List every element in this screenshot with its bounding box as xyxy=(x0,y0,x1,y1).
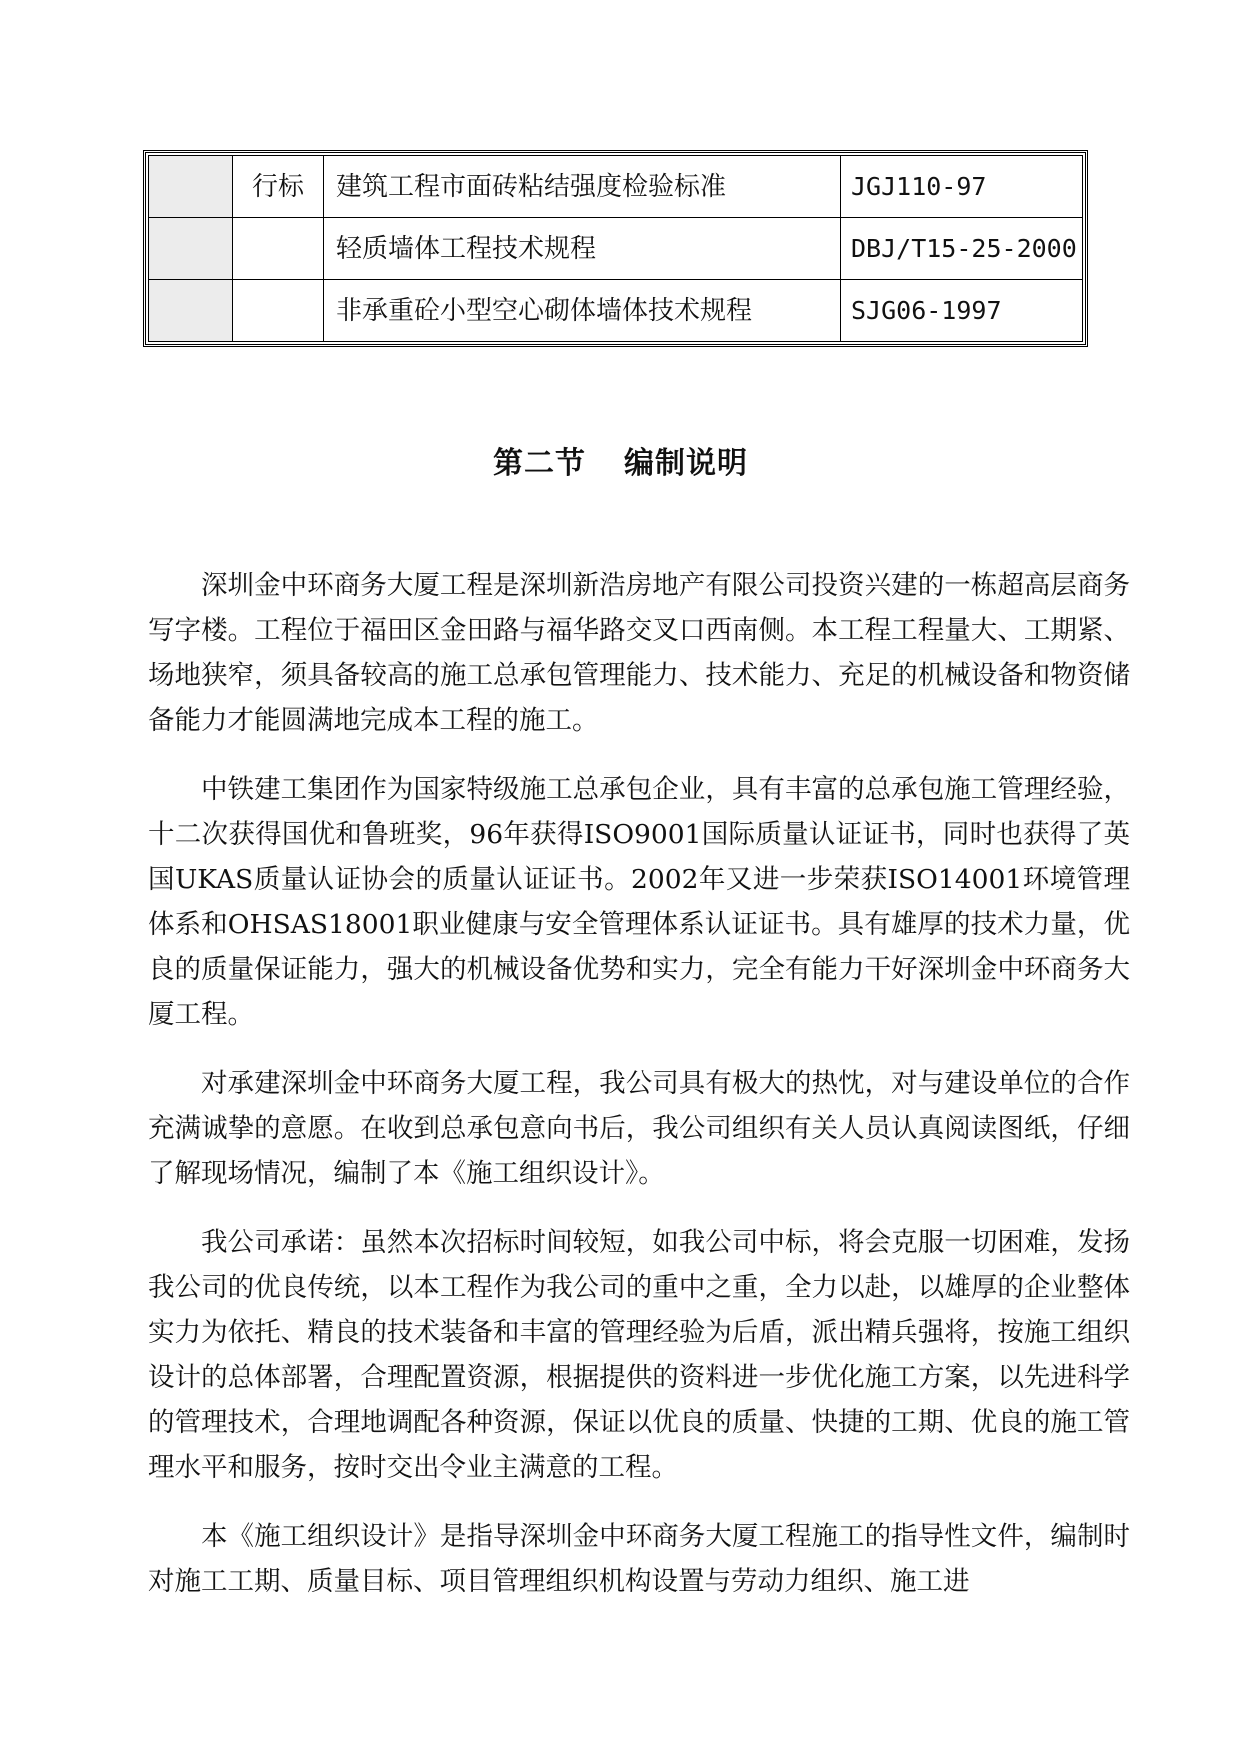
table-cell-type: 行标 xyxy=(233,156,324,218)
table-row xyxy=(149,156,1083,218)
paragraph: 深圳金中环商务大厦工程是深圳新浩房地产有限公司投资兴建的一栋超高层商务写字楼。工程位于福田区金田路与福华路交叉口西南侧。本工程工程量大、工期紧、场地狭窄，须具备较高的施工总承包管理能力、技术能力、充足的机械设备和物资储备能力才能圆满地完成本工程的施工。 xyxy=(148,570,1130,736)
body-text xyxy=(148,563,1130,1628)
table-row xyxy=(149,218,1083,280)
table-cell-shaded xyxy=(149,218,233,280)
table-cell-type xyxy=(233,218,324,280)
table-cell-shaded xyxy=(149,280,233,342)
section-number: 第二节 xyxy=(493,446,586,481)
table-cell-code: JGJ110-97 xyxy=(841,156,1083,218)
standards-table xyxy=(143,150,1088,347)
table-cell-name: 非承重砼小型空心砌体墙体技术规程 xyxy=(324,280,841,342)
table-row xyxy=(149,280,1083,342)
table-cell-shaded xyxy=(149,156,233,218)
section-heading xyxy=(0,438,1241,482)
paragraph: 中铁建工集团作为国家特级施工总承包企业，具有丰富的总承包施工管理经验，十二次获得国优和鲁班奖，96年获得ISO9001国际质量认证证书，同时也获得了英国UKAS质量认证协会的质量认证证书。2002年又进一步荣获ISO14001环境管理体系和OHSAS18001职业健康与安全管理体系认证证书。具有雄厚的技术力量，优良的质量保证能力，强大的机械设备优势和实力，完全有能力干好深圳金中环商务大厦工程。 xyxy=(148,774,1130,1030)
table-cell-name: 建筑工程市面砖粘结强度检验标准 xyxy=(324,156,841,218)
section-title: 编制说明 xyxy=(624,446,748,481)
table-cell-type xyxy=(233,280,324,342)
table-cell-code: SJG06-1997 xyxy=(841,280,1083,342)
paragraph: 我公司承诺：虽然本次招标时间较短，如我公司中标，将会克服一切困难，发扬我公司的优良传统，以本工程作为我公司的重中之重，全力以赴，以雄厚的企业整体实力为依托、精良的技术装备和丰富的管理经验为后盾，派出精兵强将，按施工组织设计的总体部署，合理配置资源，根据提供的资料进一步优化施工方案，以先进科学的管理技术，合理地调配各种资源，保证以优良的质量、快捷的工期、优良的施工管理水平和服务，按时交出令业主满意的工程。 xyxy=(148,1227,1130,1483)
standards-table-grid xyxy=(148,155,1083,342)
table-cell-name: 轻质墙体工程技术规程 xyxy=(324,218,841,280)
paragraph: 本《施工组织设计》是指导深圳金中环商务大厦工程施工的指导性文件，编制时对施工工期、质量目标、项目管理组织机构设置与劳动力组织、施工进 xyxy=(148,1521,1130,1597)
paragraph: 对承建深圳金中环商务大厦工程，我公司具有极大的热忱，对与建设单位的合作充满诚挚的意愿。在收到总承包意向书后，我公司组织有关人员认真阅读图纸，仔细了解现场情况，编制了本《施工组织设计》。 xyxy=(148,1068,1130,1189)
table-cell-code: DBJ/T15-25-2000 xyxy=(841,218,1083,280)
